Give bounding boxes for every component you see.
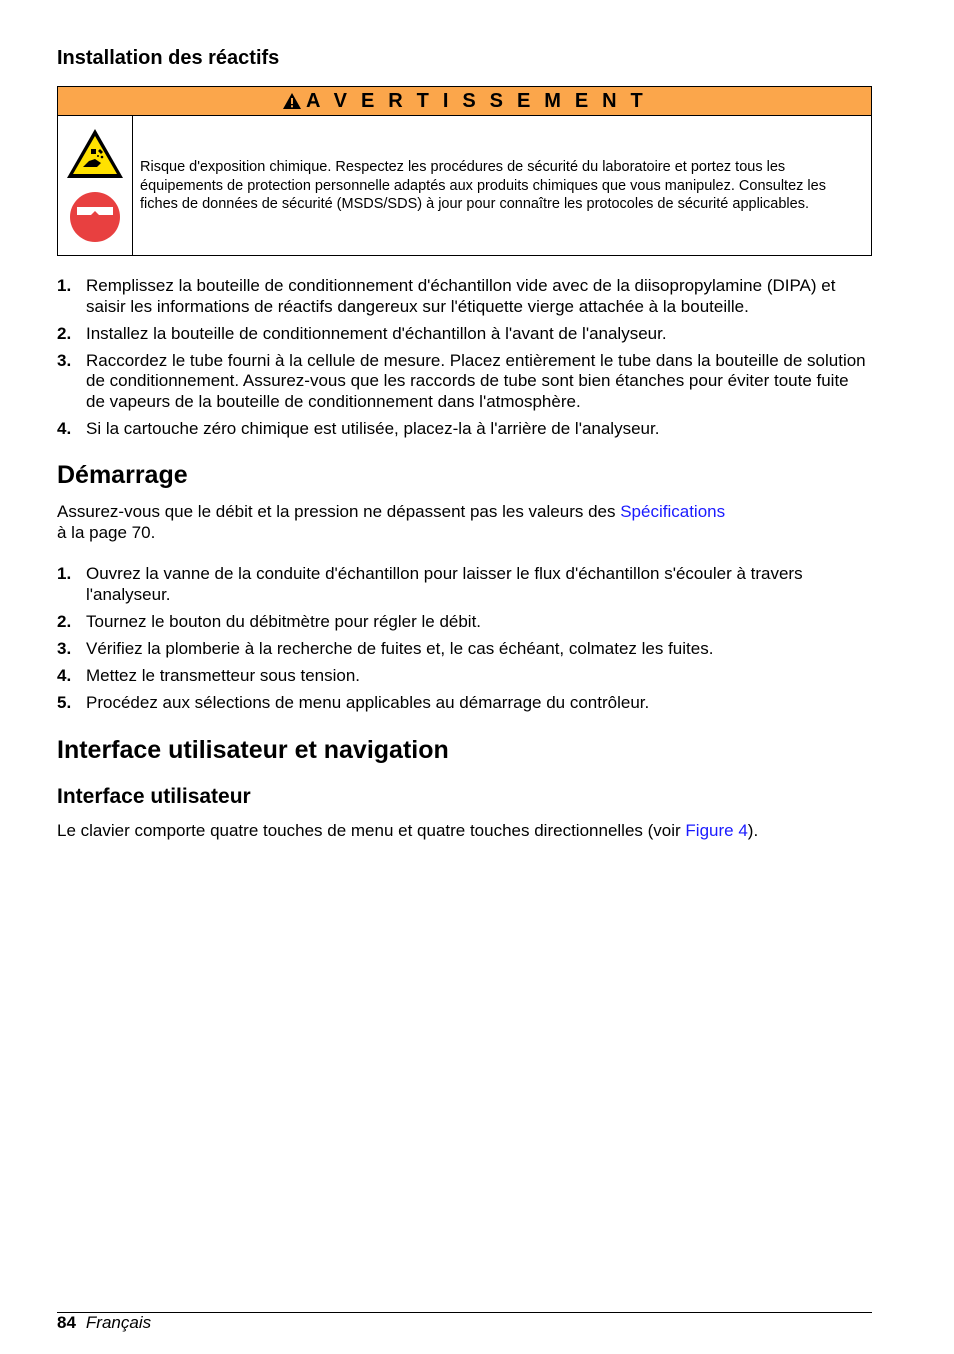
section-title-ui-navigation: Interface utilisateur et navigation [57, 736, 449, 764]
chemical-hazard-icon [65, 127, 125, 181]
list-item: 4. Si la cartouche zéro chimique est utilisée, placez-la à l'arrière de l'analyseur. [57, 418, 660, 438]
page-footer [57, 1313, 151, 1333]
list-item: 4. Mettez le transmetteur sous tension. [57, 665, 361, 685]
startup-intro: Assurez-vous que le débit et la pression ne dépassent pas les valeurs des Spécifications à la page 70. [57, 502, 726, 542]
section-subtitle-ui: Interface utilisateur [57, 785, 251, 808]
section-title-startup: Démarrage [57, 461, 188, 489]
figure-4-link[interactable]: Figure 4 [685, 821, 748, 840]
list-item: 3. Raccordez le tube fourni à la cellule de mesure. Placez entièrement le tube dans la bouteille de solution de conditionnement. Assurez-vous que les raccords de tube sont bien étanches pour éviter toute fuite de vapeurs de la bouteille de conditionnement dans l'atmosphère. [57, 350, 866, 411]
warning-box [57, 86, 872, 256]
ui-paragraph: Le clavier comporte quatre touches de menu et quatre touches directionnelles (voir Figure 4). [57, 821, 759, 840]
page-number: 84 [57, 1313, 76, 1332]
warning-triangle-icon [282, 92, 302, 110]
section-title-reagents: Installation des réactifs [57, 47, 280, 69]
warning-header [58, 87, 871, 116]
warning-header-label: A V E R T I S S E M E N T [306, 89, 647, 112]
list-item: 2. Tournez le bouton du débitmètre pour régler le débit. [57, 611, 482, 631]
list-item: 5. Procédez aux sélections de menu applicables au démarrage du contrôleur. [57, 692, 650, 712]
reagent-steps [57, 276, 872, 446]
list-item: 2. Installez la bouteille de conditionnement d'échantillon à l'avant de l'analyseur. [57, 323, 667, 343]
specifications-link[interactable]: Spécifications [620, 502, 726, 521]
startup-steps [57, 564, 872, 720]
footer-divider [57, 1312, 872, 1313]
footer-language: Français [85, 1313, 152, 1332]
list-item: 1. Remplissez la bouteille de conditionnement d'échantillon vide avec de la diisopropylamine (DIPA) et saisir les informations de réactifs dangereux sur l'étiquette vierge attachée à la bouteille. [57, 276, 836, 316]
warning-text: Risque d'exposition chimique. Respectez les procédures de sécurité du laboratoire et portez tous les équipements de protection personnelle adaptés aux produits chimiques que vous manipulez. Consultez les fiches de données de sécurité (MSDS/SDS) à jour pour connaître les protocoles de sécurité applicables. [140, 159, 826, 213]
safety-glasses-icon [69, 189, 121, 245]
list-item: 1. Ouvrez la vanne de la conduite d'échantillon pour laisser le flux d'échantillon s'écouler à travers l'analyseur. [57, 564, 803, 604]
warning-icons [58, 116, 133, 256]
list-item: 3. Vérifiez la plomberie à la recherche de fuites et, le cas échéant, colmatez les fuites. [57, 638, 714, 658]
